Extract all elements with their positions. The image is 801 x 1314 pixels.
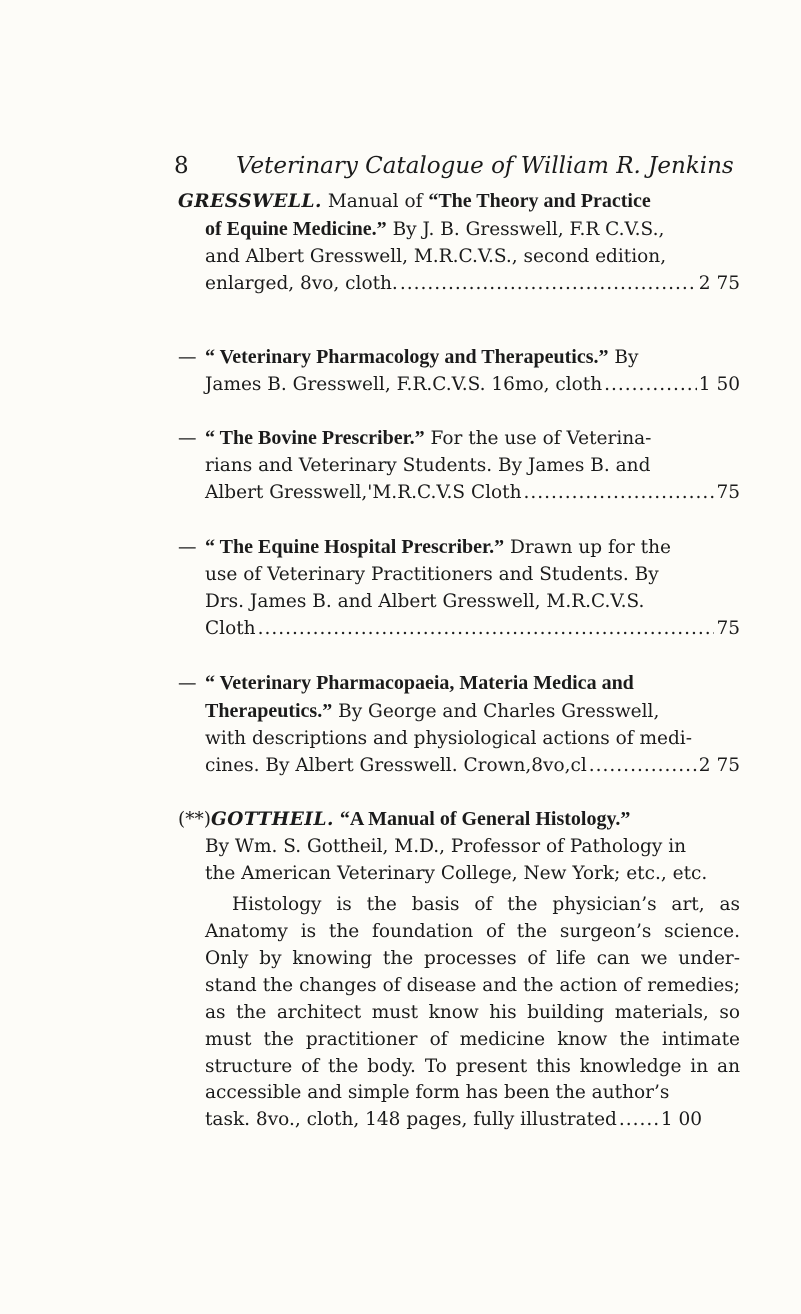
ditto-dash: — xyxy=(178,346,197,368)
entry-title: “ Veterinary Pharmacology and Therapeutics.” xyxy=(205,345,609,368)
catalogue-entry xyxy=(178,425,740,507)
entry-price: 1 50 xyxy=(698,373,740,395)
entry-title: “ The Bovine Prescriber.” xyxy=(205,427,425,450)
dot-leader xyxy=(258,616,715,643)
entry-line xyxy=(178,534,740,562)
entry-line xyxy=(178,698,740,726)
ditto-dash: — xyxy=(178,672,197,694)
catalogue-entry xyxy=(178,188,740,298)
catalogue-entry xyxy=(178,344,740,399)
entry-text: James B. Gresswell, F.R.C.V.S. 16mo, cloth xyxy=(205,373,603,395)
page-number: 8 xyxy=(174,153,189,179)
entry-title: “The Theory and Practice xyxy=(428,190,651,212)
entry-line: By Wm. S. Gottheil, M.D., Professor of Pathology in xyxy=(205,836,687,858)
entry-text: Cloth xyxy=(205,617,256,639)
dot-leader xyxy=(589,753,697,780)
entry-text: Albert Gresswell,'M.R.C.V.S Cloth xyxy=(205,482,522,504)
entry-marker: (**) xyxy=(178,809,211,831)
entry-description xyxy=(178,892,740,1107)
entry-title: “ Veterinary Pharmacopaeia, Materia Medica and xyxy=(205,671,634,694)
page-header xyxy=(174,151,734,181)
entry-price-row xyxy=(178,616,740,643)
entry-line: use of Veterinary Practitioners and Students. By xyxy=(205,564,659,586)
entry-line: Drs. James B. and Albert Gresswell, M.R.C.V.S. xyxy=(205,590,645,612)
entry-price: 2 75 xyxy=(698,272,740,294)
catalogue-entry xyxy=(178,534,740,643)
ditto-dash: — xyxy=(178,428,197,450)
entry-body-text: Histology is the basis of the physician’s art, as Anatomy is the foundation of the surgeon’s science. Only by knowing the processes of life can we under-stand the changes of disease and the action of remedies; as the architect must know his building materials, so must the practitioner of medicine know the intimate structure of the body. To present this knowledge in an accessible and simple form has been the author’s xyxy=(205,894,740,1104)
entry-text: For the use of Veterina- xyxy=(430,428,652,450)
entry-line: with descriptions and physiological actions of medi- xyxy=(205,727,692,749)
entry-price-row xyxy=(178,1107,740,1134)
entry-price: 75 xyxy=(716,617,740,639)
dot-leader xyxy=(604,372,697,399)
entry-text: task. 8vo., cloth, 148 pages, fully illustrated xyxy=(205,1109,617,1131)
entry-price: 1 00 xyxy=(660,1109,703,1131)
entry-title: “A Manual of General Histology.” xyxy=(339,808,631,831)
entry-line: and Albert Gresswell, M.R.C.V.S., second edition, xyxy=(205,245,667,267)
entry-line xyxy=(178,670,740,698)
dot-leader xyxy=(400,271,697,298)
entry-text: enlarged, 8vo, cloth. xyxy=(205,272,398,294)
entry-line xyxy=(178,344,740,372)
catalogue-entry xyxy=(178,806,740,1134)
entry-price-row xyxy=(178,271,740,298)
entry-title-continued: of Equine Medicine.” xyxy=(205,217,387,240)
entry-line xyxy=(178,806,740,834)
entry-text: Manual of xyxy=(327,191,423,212)
entry-line: rians and Veterinary Students. By James B. and xyxy=(205,455,651,477)
entry-author: GOTTHEIL. xyxy=(210,809,334,831)
running-title: Veterinary Catalogue of William R. Jenkins xyxy=(236,153,734,179)
entry-text: By George and Charles Gresswell, xyxy=(338,700,660,722)
entry-price-row xyxy=(178,372,740,399)
catalogue-entries xyxy=(178,188,740,1134)
entry-line xyxy=(178,188,740,216)
entry-author: GRESSWELL. xyxy=(178,191,322,212)
entry-line xyxy=(178,216,740,244)
entry-text: By J. B. Gresswell, F.R C.V.S., xyxy=(392,218,665,240)
ditto-dash: — xyxy=(178,537,197,559)
catalogue-entry xyxy=(178,670,740,780)
entry-text: Drawn up for the xyxy=(510,537,671,559)
entry-text: By xyxy=(614,346,639,368)
entry-title: “ The Equine Hospital Prescriber.” xyxy=(205,536,505,559)
entry-title-continued: Therapeutics.” xyxy=(205,699,333,722)
entry-price: 75 xyxy=(716,482,740,504)
entry-line xyxy=(178,425,740,453)
entry-text: cines. By Albert Gresswell. Crown,8vo,cl xyxy=(205,754,587,776)
dot-leader xyxy=(524,480,715,507)
entry-price-row xyxy=(178,480,740,507)
dot-leader xyxy=(619,1107,659,1134)
entry-price: 2 75 xyxy=(698,754,740,776)
entry-price-row xyxy=(178,753,740,780)
entry-line: the American Veterinary College, New York; etc., etc. xyxy=(205,863,708,885)
